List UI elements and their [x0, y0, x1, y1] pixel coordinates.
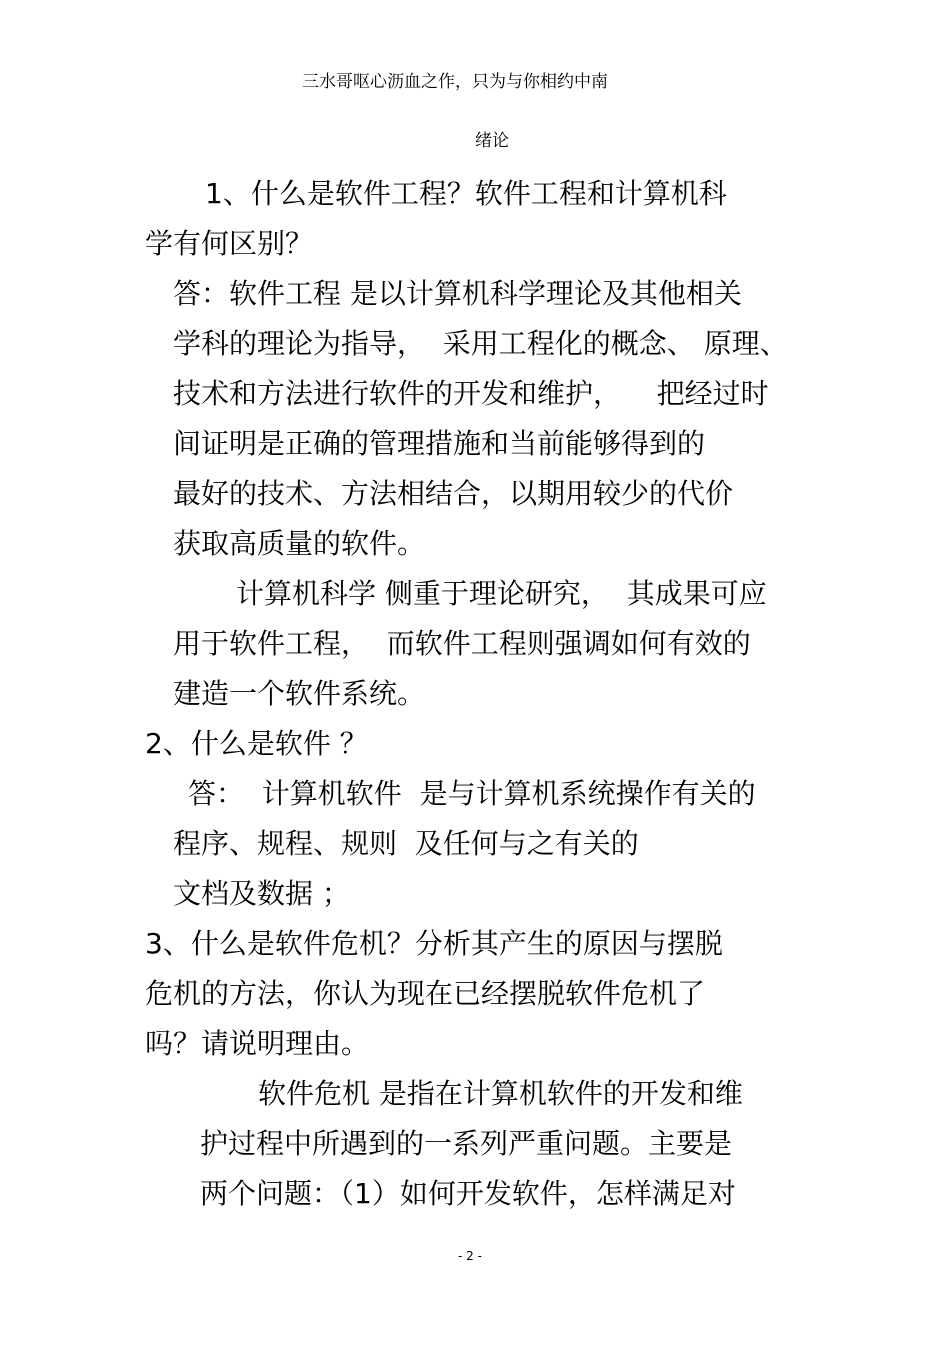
section-title: 绪论: [475, 131, 509, 151]
question-1-line-1: 1、什么是软件工程？软件工程和计算机科: [205, 177, 727, 210]
answer-3-line-2: 护过程中所遇到的一系列严重问题。主要是: [200, 1127, 733, 1160]
answer-1-line-6: 获取高质量的软件。: [173, 527, 426, 560]
answer-1-line-1: 答：软件工程 是以计算机科学理论及其他相关: [173, 277, 742, 310]
answer-3-line-3: 两个问题：（1）如何开发软件，怎样满足对: [200, 1177, 736, 1210]
answer-1-line-3: 技术和方法进行软件的开发和维护， 把经过时: [173, 377, 769, 410]
answer-2-line-3: 文档及数据 ；: [173, 877, 350, 910]
question-3-line-3: 吗？请说明理由。: [145, 1027, 370, 1060]
header-text: 三水哥呕心沥血之作，只为与你相约中南: [302, 72, 608, 92]
answer-1-line-4: 间证明是正确的管理措施和当前能够得到的: [173, 427, 706, 460]
answer-2-line-1: 答： 计算机软件 是与计算机系统操作有关的: [188, 777, 756, 810]
answer-1-para2-line-1: 计算机科学 侧重于理论研究， 其成果可应: [236, 577, 767, 610]
page-number: - 2 -: [458, 1249, 482, 1263]
answer-1-line-2: 学科的理论为指导， 采用工程化的概念、 原理、: [173, 327, 788, 360]
answer-1-para2-line-3: 建造一个软件系统。: [173, 677, 426, 710]
answer-2-line-2: 程序、规程、规则 及任何与之有关的: [173, 827, 639, 860]
question-2: 2、什么是软件 ？: [145, 727, 368, 760]
question-3-line-2: 危机的方法，你认为现在已经摆脱软件危机了: [145, 977, 706, 1010]
question-1-line-2: 学有何区别？: [145, 227, 314, 260]
question-3-line-1: 3、什么是软件危机？分析其产生的原因与摆脱: [145, 927, 723, 960]
answer-3-line-1: 软件危机 是指在计算机软件的开发和维: [258, 1077, 743, 1110]
answer-1-line-5: 最好的技术、方法相结合，以期用较少的代价: [173, 477, 734, 510]
answer-1-para2-line-2: 用于软件工程， 而软件工程则强调如何有效的: [173, 627, 751, 660]
